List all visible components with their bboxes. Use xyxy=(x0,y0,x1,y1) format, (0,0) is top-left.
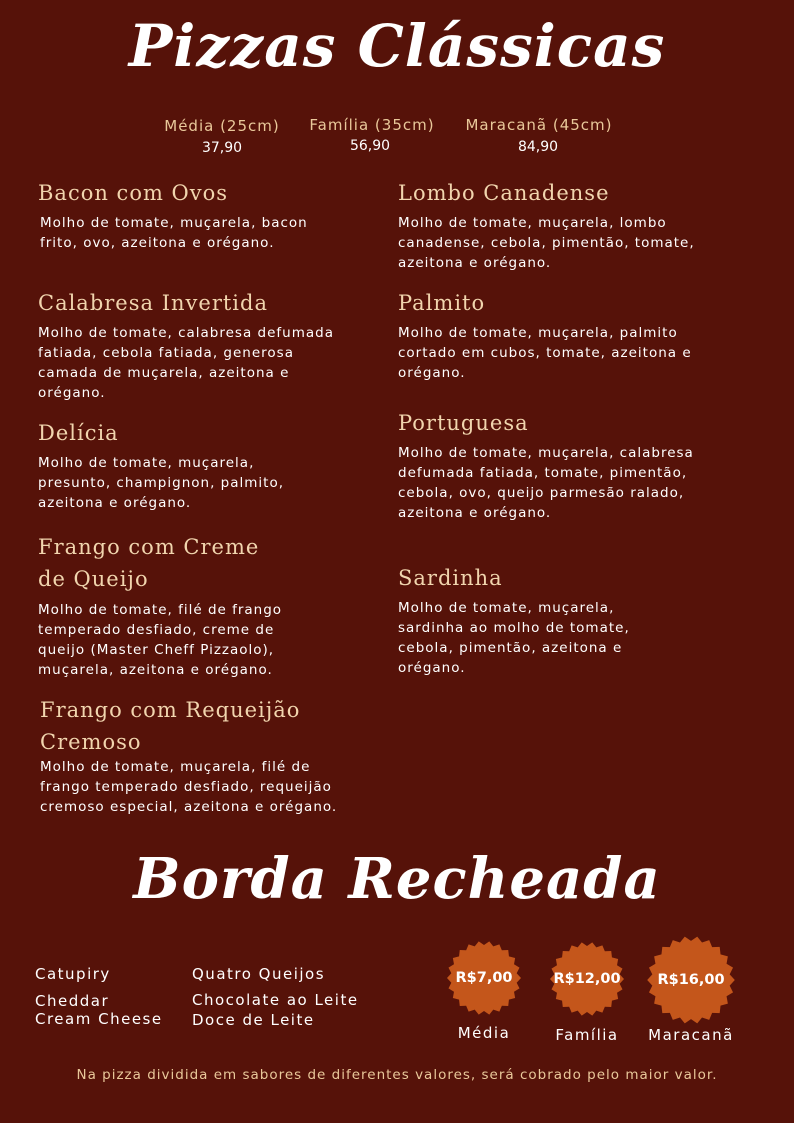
price-seal-media xyxy=(446,940,522,1016)
pizza-desc: Molho de tomate, muçarela, bacon frito, ovo, azeitona e orégano. xyxy=(40,215,308,251)
seal-price: R$7,00 xyxy=(455,970,513,986)
pizza-desc: Molho de tomate, muçarela, filé de frango temperado desfiado, requeijão cremoso especial, azeitona e orégano. xyxy=(40,759,338,815)
pizza-desc: Molho de tomate, muçarela, presunto, champignon, palmito, azeitona e orégano. xyxy=(38,455,284,511)
borda-flavor: Cream Cheese xyxy=(35,1010,163,1028)
size-price-maracana: 84,90 xyxy=(517,139,559,155)
borda-title: Borda Recheada xyxy=(133,846,661,912)
size-price-media: 37,90 xyxy=(201,140,243,156)
pizza-name: Palmito xyxy=(398,291,486,315)
borda-flavor: Chocolate ao Leite xyxy=(192,991,359,1009)
seal-label: Maracanã xyxy=(648,1026,734,1044)
pizza-name: Frango com Creme de Queijo xyxy=(38,535,260,591)
price-seal-maracana xyxy=(646,935,736,1025)
pizza-name: Sardinha xyxy=(398,566,503,590)
seal-price: R$16,00 xyxy=(657,972,725,988)
size-label-maracana: Maracanã (45cm) xyxy=(465,116,613,134)
seal-price: R$12,00 xyxy=(553,971,621,987)
pizza-desc: Molho de tomate, filé de frango temperado desfiado, creme de queijo (Master Cheff Pizzaolo), muçarela, azeitona e orégano. xyxy=(38,602,283,678)
pizza-name: Bacon com Ovos xyxy=(38,181,229,205)
size-price-familia: 56,90 xyxy=(349,138,391,154)
pizza-desc: Molho de tomate, muçarela, palmito cortado em cubos, tomate, azeitona e orégano. xyxy=(398,325,692,381)
price-seal-familia xyxy=(549,941,625,1017)
pizza-desc: Molho de tomate, calabresa defumada fatiada, cebola fatiada, generosa camada de muçarela, azeitona e orégano. xyxy=(38,325,334,401)
seal-label: Família xyxy=(555,1026,619,1044)
borda-flavor: Doce de Leite xyxy=(192,1011,315,1029)
pizza-desc: Molho de tomate, muçarela, calabresa defumada fatiada, tomate, pimentão, cebola, ovo, queijo parmesão ralado, azeitona e orégano. xyxy=(398,445,694,521)
seal-label: Média xyxy=(457,1024,511,1042)
page-title: Pizzas Clássicas xyxy=(128,12,666,80)
footer-note: Na pizza dividida em sabores de diferentes valores, será cobrado pelo maior valor. xyxy=(76,1067,718,1083)
pizza-name: Portuguesa xyxy=(398,411,529,435)
size-label-familia: Família (35cm) xyxy=(309,116,435,134)
pizza-name: Calabresa Invertida xyxy=(38,291,268,315)
borda-flavor: Quatro Queijos xyxy=(192,965,326,983)
size-label-media: Média (25cm) xyxy=(164,117,280,135)
pizza-desc: Molho de tomate, muçarela, sardinha ao molho de tomate, cebola, pimentão, azeitona e orégano. xyxy=(398,600,630,676)
pizza-name: Lombo Canadense xyxy=(398,181,610,205)
borda-flavor: Cheddar xyxy=(35,992,110,1010)
pizza-name: Frango com Requeijão Cremoso xyxy=(40,698,301,754)
pizza-desc: Molho de tomate, muçarela, lombo canadense, cebola, pimentão, tomate, azeitona e orégano. xyxy=(398,215,695,271)
pizza-name: Delícia xyxy=(38,421,119,445)
borda-flavor: Catupiry xyxy=(35,965,111,983)
